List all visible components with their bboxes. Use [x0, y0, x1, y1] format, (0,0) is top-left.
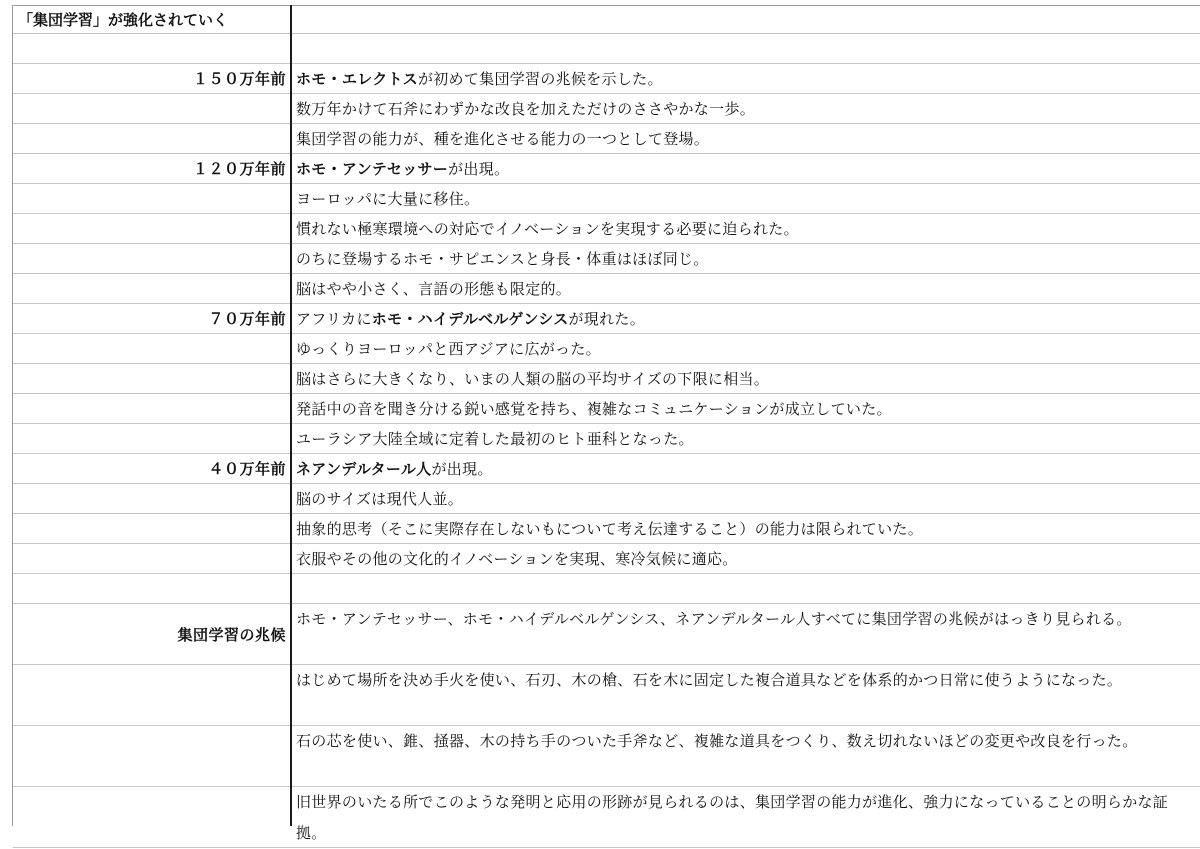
table-row[interactable] [13, 184, 1200, 214]
title-rest: が強化されていく [108, 10, 229, 29]
period-cell[interactable] [13, 604, 290, 664]
period-cell[interactable] [13, 424, 290, 453]
table-row[interactable] [13, 274, 1200, 304]
description-text [296, 726, 1181, 757]
description-cell[interactable] [296, 424, 1196, 453]
description-cell[interactable] [296, 154, 1196, 183]
description-text [296, 248, 709, 269]
period-cell[interactable] [13, 34, 290, 63]
description-fragment: 衣服やその他の文化的イノベーションを実現、寒冷気候に適応。 [296, 550, 738, 568]
table-row[interactable] [13, 394, 1200, 424]
description-text [296, 308, 645, 329]
description-fragment: 発話中の音を聞き分ける鋭い感覚を持ち、複雑なコミュニケーションが成立していた。 [296, 400, 892, 418]
description-fragment: ゆっくりヨーロッパと西アジアに広がった。 [296, 340, 601, 358]
description-fragment: 石の芯を使い、錐、掻器、木の持ち手のついた手斧など、複雑な道具をつくり、数え切れないほどの変更や改良を行った。 [296, 732, 1138, 750]
description-fragment: 旧世界のいたる所でこのような発明と応用の形跡が見られるのは、集団学習の能力が進化、強力になっていることの明らかな証拠。 [296, 793, 1169, 842]
description-fragment: ヨーロッパに大量に移住。 [296, 190, 480, 208]
description-text [296, 158, 509, 179]
period-cell[interactable] [13, 726, 290, 786]
description-text [296, 368, 769, 389]
table-row[interactable] [13, 424, 1200, 454]
description-cell[interactable] [296, 184, 1196, 213]
column-divider [290, 5, 292, 826]
description-cell[interactable] [296, 726, 1196, 786]
period-label: １２０万年前 [192, 160, 286, 178]
description-cell[interactable] [296, 484, 1196, 513]
species-name: ホモ・エレクトス [296, 70, 418, 88]
description-fragment: のちに登場するホモ・サピエンスと身長・体重はほぼ同じ。 [296, 250, 709, 268]
period-cell[interactable] [13, 214, 290, 243]
species-name: ネアンデルタール人 [296, 460, 432, 478]
description-text [296, 488, 463, 509]
description-fragment: 脳のサイズは現代人並。 [296, 490, 464, 508]
species-name: ホモ・アンテセッサー [296, 160, 449, 178]
description-cell[interactable] [296, 244, 1196, 273]
description-text [296, 787, 1181, 849]
table-row[interactable] [13, 124, 1200, 154]
description-cell[interactable] [296, 214, 1196, 243]
period-label: ７０万年前 [208, 310, 286, 328]
period-cell[interactable] [13, 574, 290, 603]
description-text [296, 98, 755, 119]
description-cell[interactable] [296, 274, 1196, 303]
period-cell[interactable] [13, 787, 290, 847]
description-text [296, 68, 663, 89]
description-cell[interactable] [296, 514, 1196, 543]
table-row[interactable] [13, 34, 1200, 64]
table-row[interactable] [13, 244, 1200, 274]
table-row[interactable] [13, 364, 1200, 394]
table-row[interactable] [13, 665, 1200, 726]
description-text [296, 428, 694, 449]
description-cell[interactable] [296, 665, 1196, 725]
period-cell[interactable] [13, 244, 290, 273]
description-fragment: 慣れない極寒環境への対応でイノベーションを実現する必要に迫られた。 [296, 220, 799, 238]
table-row[interactable] [13, 787, 1200, 848]
description-fragment: 集団学習の能力が、種を進化させる能力の一つとして登場。 [296, 130, 710, 148]
description-cell[interactable] [296, 334, 1196, 363]
period-cell[interactable] [13, 665, 290, 725]
period-cell[interactable] [13, 334, 290, 363]
period-cell[interactable] [13, 94, 290, 123]
description-fragment: が出現。 [448, 160, 510, 178]
description-fragment: アフリカに [296, 310, 372, 328]
description-cell[interactable] [296, 94, 1196, 123]
period-cell[interactable] [13, 124, 290, 153]
table-row[interactable] [13, 574, 1200, 604]
description-fragment: 抽象的思考（そこに実際存在しないもについて考え伝達すること）の能力は限られていた。 [296, 520, 924, 538]
period-cell[interactable] [13, 394, 290, 423]
description-fragment: ユーラシア大陸全域に定着した最初のヒト亜科となった。 [296, 430, 694, 448]
table-row[interactable] [13, 334, 1200, 364]
period-cell[interactable] [13, 454, 290, 483]
description-fragment: ホモ・アンテセッサー、ホモ・ハイデルベルゲンシス、ネアンデルタール人すべてに集団学習の兆候がはっきり見られる。 [296, 610, 1132, 628]
table-row[interactable] [13, 64, 1200, 94]
description-fragment: が初めて集団学習の兆候を示した。 [417, 70, 663, 88]
table-row[interactable] [13, 154, 1200, 184]
description-cell[interactable] [296, 604, 1196, 664]
period-cell[interactable] [13, 484, 290, 513]
description-text [296, 218, 799, 239]
description-fragment: 数万年かけて石斧にわずかな改良を加えただけのささやかな一歩。 [296, 100, 756, 118]
description-text [296, 548, 738, 569]
period-cell[interactable] [13, 274, 290, 303]
description-text [296, 398, 892, 419]
description-text [296, 458, 493, 479]
table-row[interactable] [13, 454, 1200, 484]
description-fragment: 脳はさらに大きくなり、いまの人類の脳の平均サイズの下限に相当。 [296, 370, 770, 388]
table-row[interactable] [13, 94, 1200, 124]
table-row[interactable] [13, 484, 1200, 514]
title-row[interactable] [13, 5, 1200, 34]
description-cell[interactable] [296, 304, 1196, 333]
description-cell[interactable] [296, 574, 1196, 603]
period-cell[interactable] [13, 304, 290, 333]
description-text [296, 338, 601, 359]
table-row[interactable] [13, 304, 1200, 334]
title-bold: 「集団学習」 [18, 10, 109, 29]
description-text [296, 278, 571, 299]
description-cell[interactable] [296, 364, 1196, 393]
period-label: 集団学習の兆候 [177, 625, 286, 644]
description-fragment: はじめて場所を決め手火を使い、石刃、木の槍、石を木に固定した複合道具などを体系的かつ日常に使うようになった。 [296, 671, 1123, 689]
description-cell[interactable] [296, 454, 1196, 483]
description-cell[interactable] [296, 34, 1196, 63]
species-name: ホモ・ハイデルベルゲンシス [371, 310, 569, 328]
table-row[interactable] [13, 544, 1200, 574]
table-row[interactable] [13, 514, 1200, 544]
description-cell[interactable] [296, 124, 1196, 153]
period-cell[interactable] [13, 154, 290, 183]
table-row[interactable] [13, 726, 1200, 787]
period-cell[interactable] [13, 64, 290, 93]
table-row[interactable] [13, 214, 1200, 244]
table-row[interactable] [13, 604, 1200, 665]
description-text [296, 518, 923, 539]
description-cell[interactable] [296, 787, 1196, 847]
period-cell[interactable] [13, 544, 290, 573]
title-cell[interactable] [13, 5, 290, 33]
description-text [296, 604, 1181, 635]
description-fragment: が現れた。 [568, 310, 646, 328]
description-text [296, 128, 709, 149]
description-fragment: が出現。 [431, 460, 493, 478]
description-cell[interactable] [296, 64, 1196, 93]
period-cell[interactable] [13, 184, 290, 213]
description-text [296, 665, 1181, 696]
description-cell[interactable] [296, 544, 1196, 573]
description-fragment: 脳はやや小さく、言語の形態も限定的。 [296, 280, 572, 298]
description-text [296, 188, 479, 209]
description-cell[interactable] [296, 394, 1196, 423]
period-cell[interactable] [13, 364, 290, 393]
period-label: １５０万年前 [192, 70, 286, 88]
period-label: ４０万年前 [208, 460, 286, 478]
period-cell[interactable] [13, 514, 290, 543]
